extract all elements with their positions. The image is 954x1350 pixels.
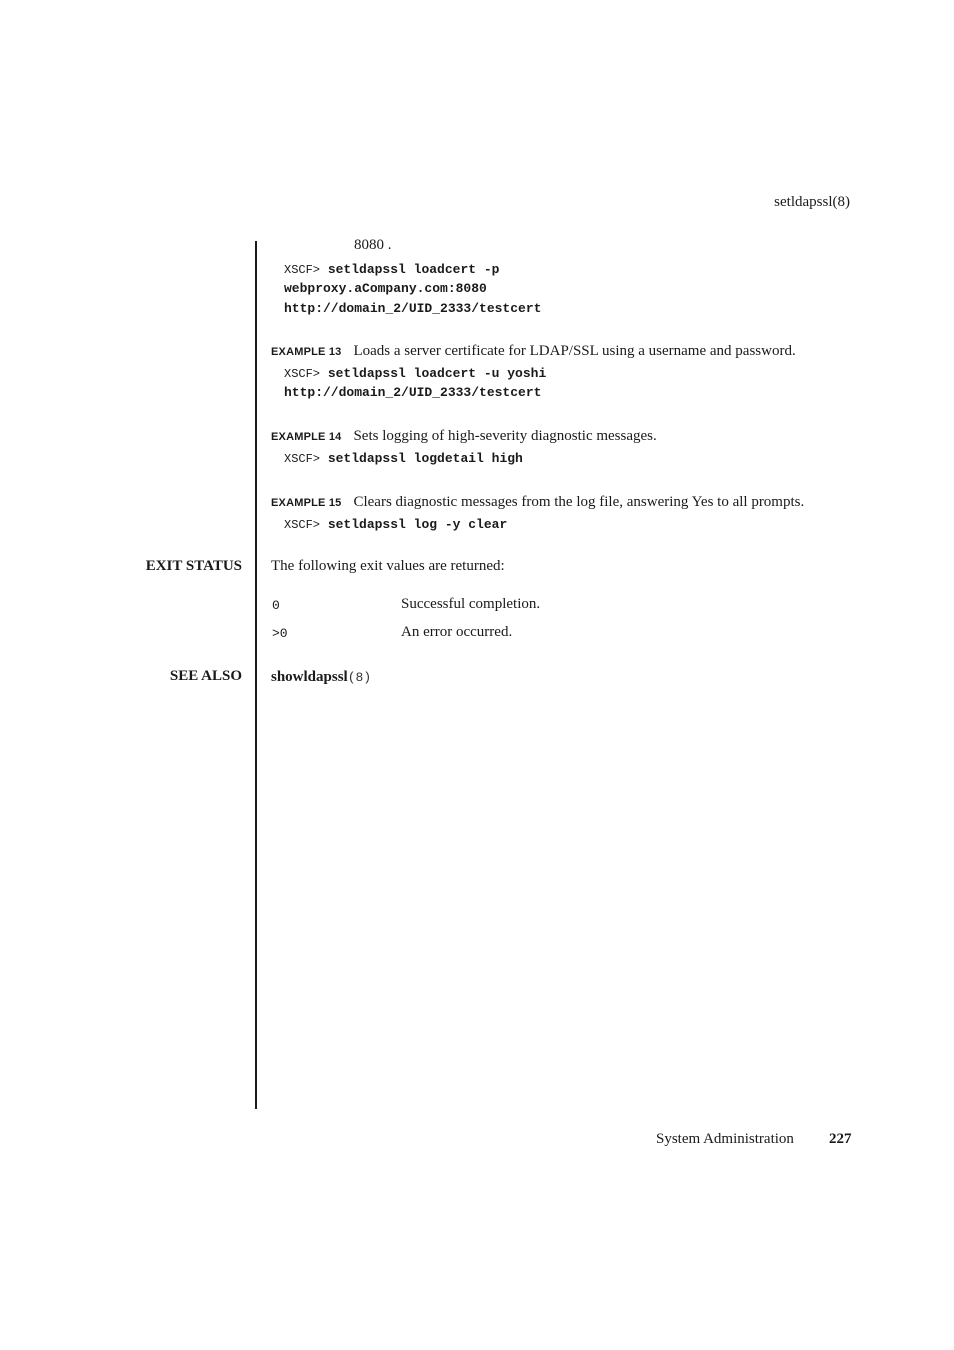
example-14 xyxy=(271,427,657,445)
code-line xyxy=(284,262,499,277)
see-also-heading: SEE ALSO xyxy=(169,668,242,684)
code-command: setldapssl loadcert -u yoshi xyxy=(327,366,547,381)
code-line xyxy=(284,281,487,296)
exit-code: >0 xyxy=(272,626,288,641)
code-line xyxy=(284,451,523,466)
code-line xyxy=(284,366,546,381)
code-prompt: XSCF> xyxy=(284,452,321,466)
example-description: Clears diagnostic messages from the log file, answering Yes to all prompts. xyxy=(353,494,805,510)
exit-status-heading: EXIT STATUS xyxy=(145,558,242,574)
code-command: setldapssl loadcert -p xyxy=(327,262,500,277)
code-line xyxy=(284,517,507,532)
running-header: setldapssl(8) xyxy=(774,194,850,210)
footer-page-number: 227 xyxy=(829,1131,852,1147)
exit-code: 0 xyxy=(272,598,280,613)
see-also-reference[interactable] xyxy=(271,668,371,686)
footer-book-title: System Administration xyxy=(656,1131,794,1147)
code-prompt: XSCF> xyxy=(284,367,321,381)
example-label: EXAMPLE 13 xyxy=(271,346,342,358)
code-command: setldapssl logdetail high xyxy=(327,451,523,466)
exit-meaning: An error occurred. xyxy=(401,624,513,640)
code-line xyxy=(284,301,541,316)
exit-status-intro: The following exit values are returned: xyxy=(271,558,505,574)
example-description: Sets logging of high-severity diagnostic messages. xyxy=(353,428,657,444)
code-command: setldapssl log -y clear xyxy=(327,517,508,532)
reference-name: showldapssl xyxy=(271,669,348,685)
code-command: webproxy.aCompany.com:8080 xyxy=(284,281,487,296)
continuation-text: 8080 . xyxy=(354,237,392,253)
example-label: EXAMPLE 15 xyxy=(271,497,342,509)
example-description: Loads a server certificate for LDAP/SSL using a username and password. xyxy=(353,343,796,359)
example-label: EXAMPLE 14 xyxy=(271,431,342,443)
example-15 xyxy=(271,493,804,511)
example-13 xyxy=(271,342,796,360)
code-command: http://domain_2/UID_2333/testcert xyxy=(284,301,542,316)
margin-rule xyxy=(255,241,257,1109)
code-command: http://domain_2/UID_2333/testcert xyxy=(284,385,542,400)
exit-meaning: Successful completion. xyxy=(401,596,541,612)
code-prompt: XSCF> xyxy=(284,518,321,532)
code-prompt: XSCF> xyxy=(284,263,321,277)
code-line xyxy=(284,385,541,400)
reference-section: (8) xyxy=(347,670,372,685)
